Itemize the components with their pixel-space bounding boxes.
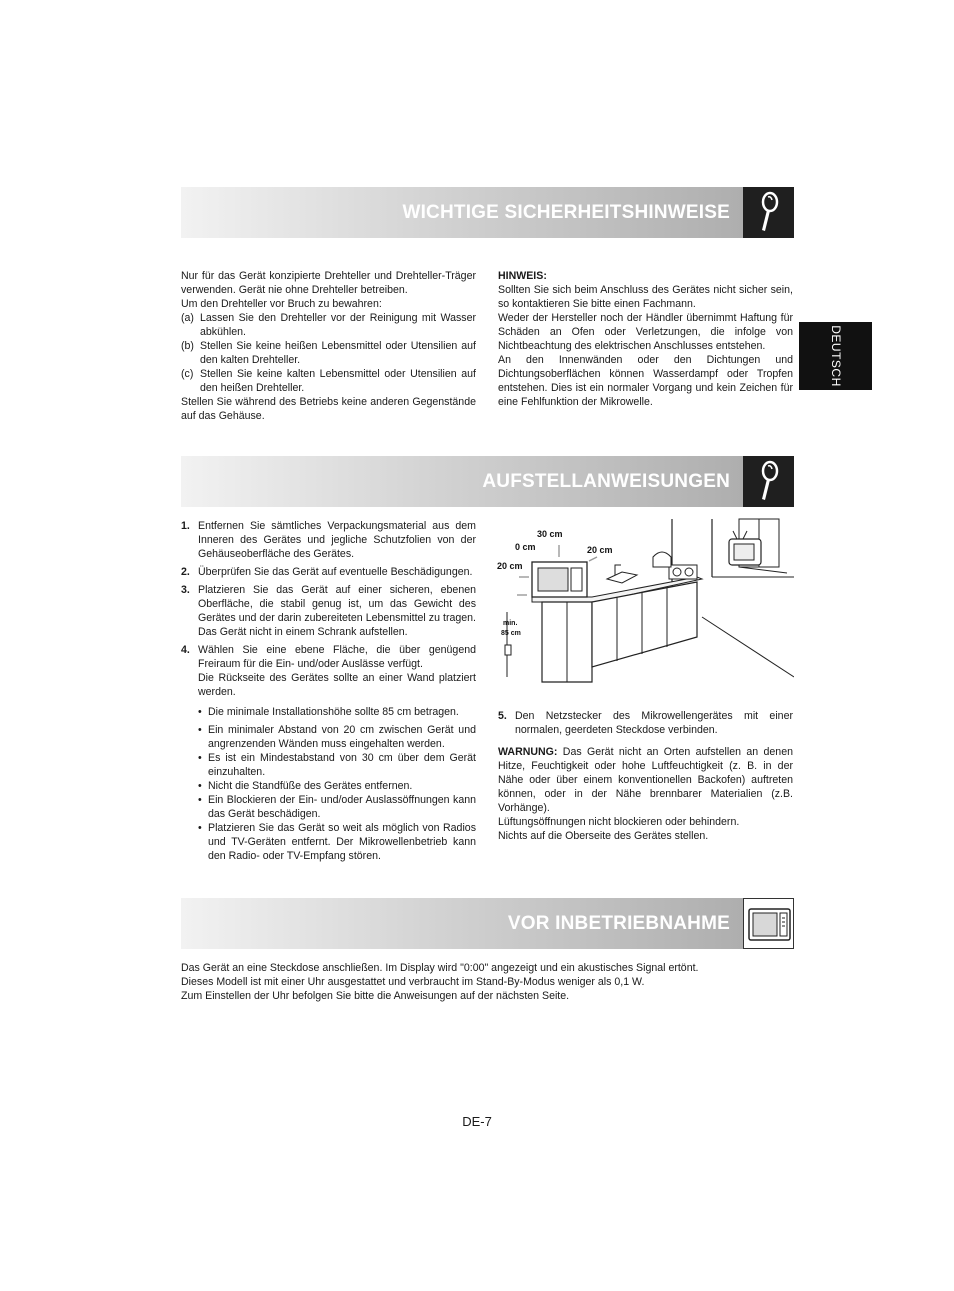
bullet-text: Es ist ein Mindestabstand von 30 cm über dem Gerät einzuhalten.: [208, 752, 476, 778]
item-text: Stellen Sie keine heißen Lebensmittel oder Utensilien auf den kalten Drehteller.: [200, 340, 476, 366]
paragraph: Weder der Hersteller noch der Händler übernimmt Haftung für Schäden an Ofen oder Verletzungen, die infolge von Nichtbeachtung des elektrischen Anschlusses entstehen.: [498, 312, 793, 352]
section-banner-startup: [181, 898, 794, 949]
figure-label-min: min.: [503, 620, 518, 627]
bullet-glyph: •: [198, 780, 202, 792]
bullet-item: [198, 779, 476, 793]
language-tab-label: DEUTSCH: [828, 325, 843, 387]
item-label: (b): [181, 340, 194, 352]
figure-label-left-top: 0 cm: [515, 542, 536, 552]
installation-left-column: [181, 519, 476, 863]
installation-right-column: [498, 709, 793, 843]
warning-label: WARNUNG:: [498, 746, 558, 758]
step-number: 2.: [181, 566, 190, 578]
step-number: 5.: [498, 710, 507, 722]
paragraph: Dieses Modell ist mit einer Uhr ausgestattet und verbraucht im Stand-By-Modus weniger als 0,1 W.: [181, 976, 645, 988]
figure-label-top: 30 cm: [537, 529, 563, 539]
step-number: 1.: [181, 520, 190, 532]
step-text-extra: Die Rückseite des Gerätes sollte an einer Wand platziert werden.: [198, 672, 476, 698]
bullet-text: Die minimale Installationshöhe sollte 85 cm betragen.: [208, 706, 459, 718]
bullet-item: [198, 723, 476, 751]
step-text: Platzieren Sie das Gerät auf einer sicheren, ebenen Oberfläche, die stabil genug ist, um das Gewicht des Gerätes und der darin zubereiteten Lebensmittel zu tragen. Das Gerät nicht in einem Schrank aufstellen.: [198, 584, 476, 638]
installation-illustration: [497, 517, 794, 687]
language-tab: [799, 322, 872, 390]
step-body: [198, 643, 476, 699]
section-title: WICHTIGE SICHERHEITSHINWEISE: [402, 202, 730, 223]
paragraph: An den Innenwänden oder den Dichtungen und Dichtungsoberflächen können Wasserdampf oder Tropfen entstehen. Dies ist ein normaler Vorgang und kein Zeichen für eine Fehlfunktion der Mikrowelle.: [498, 354, 793, 408]
bullet-item: [198, 705, 476, 719]
item-text: Lassen Sie den Drehteller vor der Reinigung mit Wasser abkühlen.: [200, 312, 476, 338]
figure-label-left: 20 cm: [497, 561, 523, 571]
paragraph: Sollten Sie sich beim Anschluss des Gerätes nicht sicher sein, so kontaktieren Sie bitte einen Fachmann.: [498, 284, 793, 310]
magnifier-icon: [743, 187, 794, 238]
section-title: VOR INBETRIEBNAHME: [507, 913, 730, 934]
section-banner-safety: [181, 187, 794, 238]
step-text: Wählen Sie eine ebene Fläche, die über genügend Freiraum für die Ein- und/oder Auslässe verfügt.: [198, 644, 476, 670]
step-number: 3.: [181, 584, 190, 596]
bullet-glyph: •: [198, 752, 202, 764]
step-item: [181, 643, 476, 699]
note-heading: HINWEIS:: [498, 270, 547, 282]
paragraph: Stellen Sie während des Betriebs keine anderen Gegenstände auf das Gehäuse.: [181, 396, 476, 422]
paragraph: Nur für das Gerät konzipierte Drehteller und Drehteller-Träger verwenden. Gerät nie ohne Drehteller betreiben.: [181, 270, 476, 296]
bullet-item: [198, 793, 476, 821]
warning-paragraph: [498, 745, 793, 815]
step-text: Überprüfen Sie das Gerät auf eventuelle Beschädigungen.: [198, 566, 473, 578]
paragraph: Nichts auf die Oberseite des Gerätes stellen.: [498, 830, 709, 842]
section-banner-installation: [181, 456, 794, 507]
bullet-text: Ein minimaler Abstand von 20 cm zwischen Gerät und angrenzenden Wänden muss eingehalten werden.: [208, 724, 476, 750]
startup-text: [181, 961, 801, 1003]
list-item: [181, 339, 476, 367]
step-item: [181, 519, 476, 561]
bullet-glyph: •: [198, 706, 202, 718]
step-text: Den Netzstecker des Mikrowellengerätes mit einer normalen, geerdeten Steckdose verbinden.: [515, 710, 793, 736]
paragraph: Um den Drehteller vor Bruch zu bewahren:: [181, 298, 382, 310]
step-item: [181, 565, 476, 579]
step-text: Entfernen Sie sämtliches Verpackungsmaterial aus dem Inneren des Gerätes und jegliche Schutzfolien von der Gehäuseoberfläche des Gerätes.: [198, 520, 476, 560]
section-title: AUFSTELLANWEISUNGEN: [482, 471, 730, 492]
bullet-glyph: •: [198, 822, 202, 834]
item-label: (c): [181, 368, 194, 380]
bullet-item: [198, 751, 476, 779]
list-item: [181, 311, 476, 339]
bullet-text: Nicht die Standfüße des Gerätes entfernen.: [208, 780, 413, 792]
item-text: Stellen Sie keine kalten Lebensmittel oder Utensilien auf den heißen Drehteller.: [200, 368, 476, 394]
step-number: 4.: [181, 644, 190, 656]
item-label: (a): [181, 312, 194, 324]
safety-right-column: [498, 269, 793, 409]
paragraph: Zum Einstellen der Uhr befolgen Sie bitte die Anweisungen auf der nächsten Seite.: [181, 990, 570, 1002]
bullet-glyph: •: [198, 794, 202, 806]
magnifier-icon: [743, 456, 794, 507]
list-item: [181, 367, 476, 395]
microwave-icon: [743, 898, 794, 949]
page-number: DE-7: [462, 1114, 492, 1129]
bullet-text: Ein Blockieren der Ein- und/oder Auslassöffnungen kann das Gerät beschädigen.: [208, 794, 476, 820]
paragraph: Das Gerät an eine Steckdose anschließen. Im Display wird "0:00" angezeigt und ein akustisches Signal ertönt.: [181, 962, 699, 974]
safety-left-column: [181, 269, 476, 423]
figure-label-height: 85 cm: [501, 630, 521, 637]
bullet-glyph: •: [198, 724, 202, 736]
bullet-text: Platzieren Sie das Gerät so weit als möglich von Radios und TV-Geräten entfernt. Der Mikrowellenbetrieb kann den Radio- oder TV-Empfang stören.: [208, 822, 476, 862]
bullet-item: [198, 821, 476, 863]
figure-label-right: 20 cm: [587, 545, 613, 555]
warning-text: Das Gerät nicht an Orten aufstellen an denen Hitze, Feuchtigkeit oder hohe Luftfeuchtigkeit (z. B. in der Nähe oder über einem konventionellen Backofen) auftreten können, oder in der Nähe brennbarer Materialien (z.B. Vorhänge).: [498, 746, 793, 814]
step-item: [181, 583, 476, 639]
paragraph: Lüftungsöffnungen nicht blockieren oder behindern.: [498, 816, 740, 828]
step-item: [498, 709, 793, 737]
